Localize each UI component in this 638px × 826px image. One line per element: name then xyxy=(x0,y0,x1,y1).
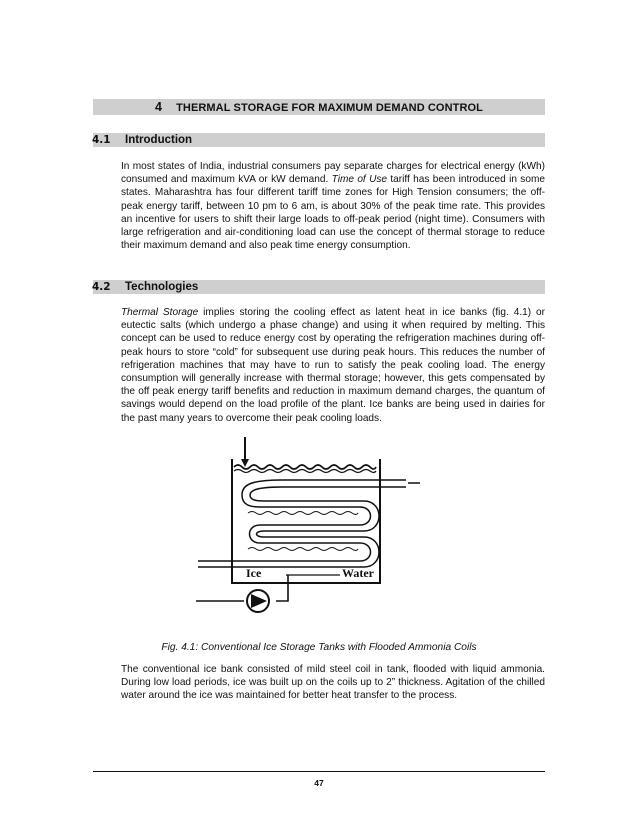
closing-paragraph: The conventional ice bank consisted of mild steel coil in tank, flooded with liquid ammonia. During low load periods, ice was built up on the coils up to 2” thickness. Agitation of the chilled water around the ice was maintained for better heat transfer to the process. xyxy=(121,664,545,702)
return-pipe xyxy=(276,575,288,601)
ice-formation xyxy=(248,512,358,515)
section-number: 4.2 xyxy=(92,281,111,293)
paragraph-text: In most states of India, industrial consumers pay separate charges for electrical energy (kWh) consumed and maximum kVA or kW demand. xyxy=(121,161,545,186)
ice-surface xyxy=(234,465,376,469)
section-paragraph xyxy=(121,160,545,252)
section-title: Technologies xyxy=(125,281,199,293)
ice-storage-tank-figure xyxy=(190,435,420,615)
paragraph-emphasis: Time of Use xyxy=(331,174,388,186)
page-number: 47 xyxy=(314,778,324,788)
ice-label: Ice xyxy=(246,566,262,580)
inlet-arrow xyxy=(241,459,249,467)
paragraph-emphasis: Thermal Storage xyxy=(121,307,199,318)
serpentine-coil xyxy=(198,487,379,567)
section-number: 4.1 xyxy=(92,134,111,146)
section-paragraph xyxy=(121,306,545,425)
ice-formation xyxy=(248,548,358,551)
chapter-number: 4 xyxy=(155,100,163,114)
tank-wall xyxy=(232,459,380,583)
paragraph-text: implies storing the cooling effect as latent heat in ice banks (fig. 4.1) or eutectic salts (which undergo a phase change) and using it when required by melting. This concept can be used to reduce energy cost by operating the refrigeration machines during off-peak hours to store “cold” for subsequent use during peak hours. This reduces the number of refrigeration machines that may have to run to satisfy the peak cooling load. The energy consumption will generally increase with thermal storage; however, this gets compensated by the off peak energy tariff benefits and reduction in maximum demand charges, the quantum of savings would depend on the load profile of the plant. Ice banks are being used in dairies for the past many years to overcome their peak cooling loads. xyxy=(121,307,545,424)
footer-divider xyxy=(93,771,545,772)
chapter-title-text: THERMAL STORAGE FOR MAXIMUM DEMAND CONTROL xyxy=(176,102,483,114)
paragraph-text: tariff has been introduced in some states. Maharashtra has four different tariff time zones for High Tension consumers; the off-peak energy tariff, between 10 pm to 6 am, is about 30% of the peak time rate. This provides an incentive for users to shift their large loads to off-peak period (night time). Consumers with large refrigeration and air-conditioning load can use the concept of thermal storage to reduce their maximum demand and also peak time energy consumption. xyxy=(121,174,545,252)
water-label: Water xyxy=(342,566,374,580)
section-title: Introduction xyxy=(125,134,193,146)
section-heading xyxy=(92,133,192,147)
ice-surface xyxy=(234,470,376,473)
section-heading xyxy=(92,280,198,294)
outlet-pipe xyxy=(282,480,406,487)
chapter-title xyxy=(93,99,545,115)
figure-caption: Fig. 4.1: Conventional Ice Storage Tanks with Flooded Ammonia Coils xyxy=(161,642,477,653)
